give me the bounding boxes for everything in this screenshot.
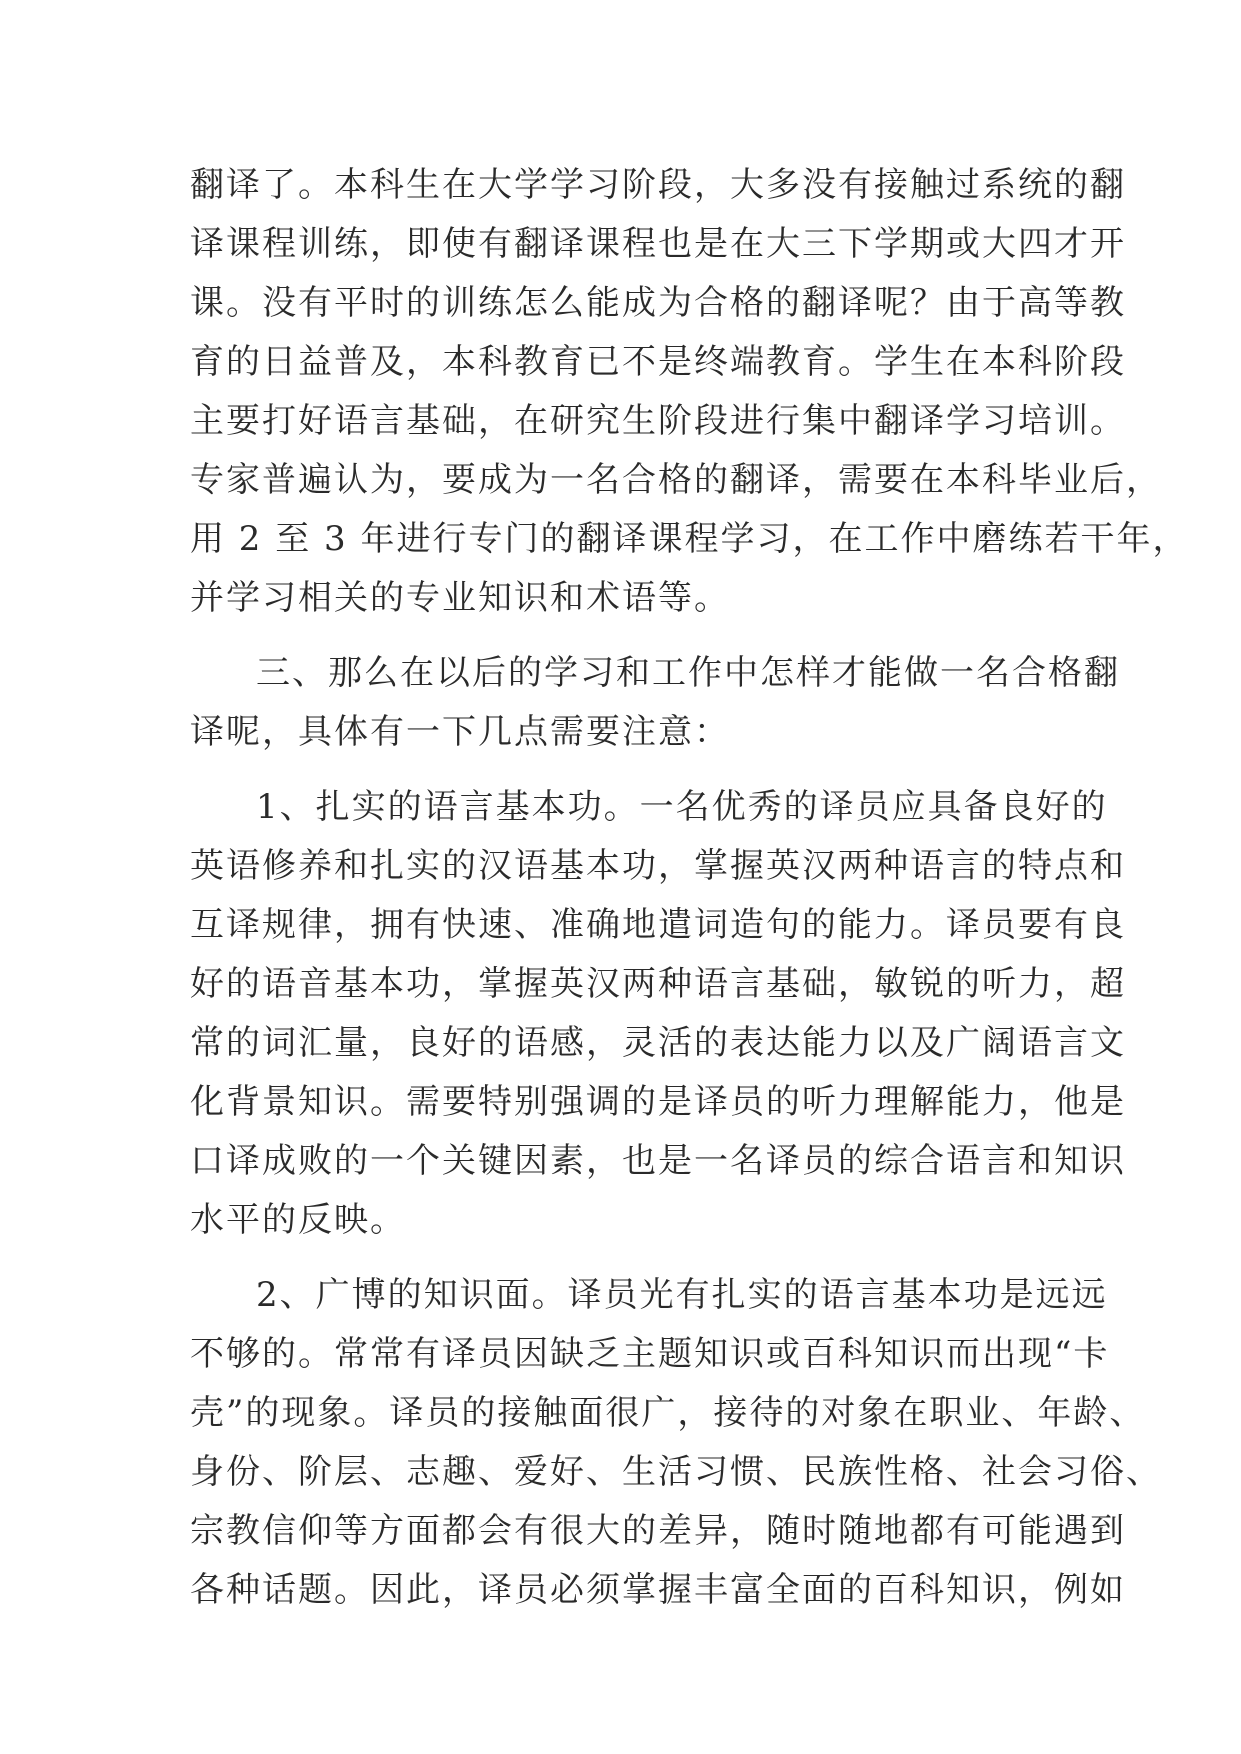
text-line: 1、扎实的语言基本功。一名优秀的译员应具备良好的 xyxy=(256,787,1108,827)
text-line: 宗教信仰等方面都会有很大的差异，随时随地都有可能遇到 xyxy=(190,1511,1126,1551)
text-line: 三、那么在以后的学习和工作中怎样才能做一名合格翻 xyxy=(256,653,1120,693)
text-line: 身份、阶层、志趣、爱好、生活习惯、民族性格、社会习俗、 xyxy=(190,1452,1162,1492)
paragraph-4 xyxy=(190,1266,1162,1620)
document-body xyxy=(190,156,1189,1620)
text-line: 不够的。常常有译员因缺乏主题知识或百科知识而出现“卡 xyxy=(190,1334,1110,1374)
text-line: 2、广博的知识面。译员光有扎实的语言基本功是远远 xyxy=(256,1275,1108,1315)
text-line: 常的词汇量，良好的语感，灵活的表达能力以及广阔语言文 xyxy=(190,1023,1126,1063)
text-line: 用 2 至 3 年进行专门的翻译课程学习，在工作中磨练若干年， xyxy=(190,519,1189,559)
text-line: 化背景知识。需要特别强调的是译员的听力理解能力，他是 xyxy=(190,1082,1126,1122)
text-line: 育的日益普及，本科教育已不是终端教育。学生在本科阶段 xyxy=(190,342,1126,382)
text-line: 翻译了。本科生在大学学习阶段，大多没有接触过系统的翻 xyxy=(190,165,1126,205)
text-line: 译呢，具体有一下几点需要注意： xyxy=(190,712,730,752)
text-line: 互译规律，拥有快速、准确地遣词造句的能力。译员要有良 xyxy=(190,905,1126,945)
text-line: 壳”的现象。译员的接触面很广，接待的对象在职业、年龄、 xyxy=(190,1393,1146,1433)
text-line: 课。没有平时的训练怎么能成为合格的翻译呢？由于高等教 xyxy=(190,283,1126,323)
text-line: 英语修养和扎实的汉语基本功，掌握英汉两种语言的特点和 xyxy=(190,846,1126,886)
text-line: 水平的反映。 xyxy=(190,1200,406,1240)
paragraph-2 xyxy=(190,644,1120,762)
text-line: 各种话题。因此，译员必须掌握丰富全面的百科知识，例如 xyxy=(190,1570,1126,1610)
text-line: 主要打好语言基础，在研究生阶段进行集中翻译学习培训。 xyxy=(190,401,1126,441)
paragraph-1 xyxy=(190,156,1189,628)
text-line: 并学习相关的专业知识和术语等。 xyxy=(190,578,730,618)
paragraph-3 xyxy=(190,778,1126,1250)
text-line: 译课程训练，即使有翻译课程也是在大三下学期或大四才开 xyxy=(190,224,1126,264)
text-line: 专家普遍认为，要成为一名合格的翻译，需要在本科毕业后， xyxy=(190,460,1162,500)
text-line: 口译成败的一个关键因素，也是一名译员的综合语言和知识 xyxy=(190,1141,1126,1181)
text-line: 好的语音基本功，掌握英汉两种语言基础，敏锐的听力，超 xyxy=(190,964,1126,1004)
